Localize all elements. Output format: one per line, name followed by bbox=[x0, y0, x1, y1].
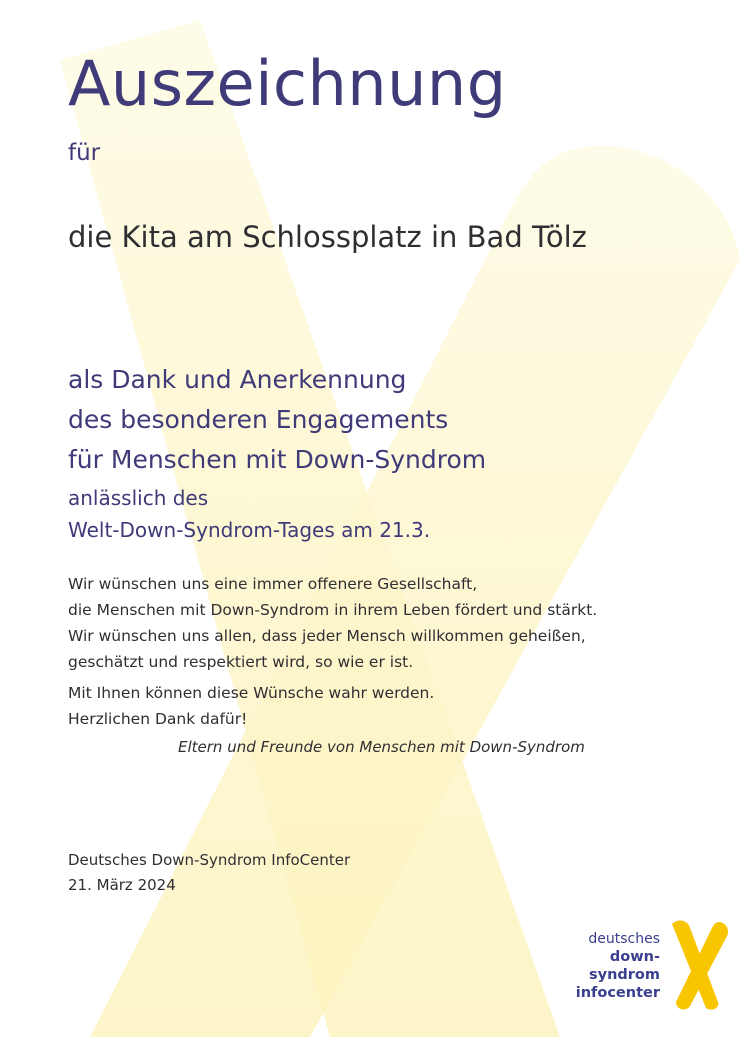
wishes-paragraph bbox=[68, 571, 597, 675]
thanks-line: für Menschen mit Down-Syndrom bbox=[68, 445, 487, 474]
closing-paragraph bbox=[68, 680, 434, 732]
closing-line: Mit Ihnen können diese Wünsche wahr werden. bbox=[68, 684, 435, 702]
thanks-line: des besonderen Engagements bbox=[68, 405, 449, 434]
infocenter-logo bbox=[540, 918, 730, 1010]
wishes-line: Wir wünschen uns allen, dass jeder Mensch willkommen geheißen, bbox=[68, 627, 586, 645]
logo-line-infocenter: infocenter bbox=[575, 985, 660, 1001]
occasion-text bbox=[68, 482, 430, 546]
logo-line-deutsches: deutsches bbox=[588, 931, 660, 947]
thanks-line: als Dank und Anerkennung bbox=[68, 365, 407, 394]
wishes-line: geschätzt und respektiert wird, so wie er ist. bbox=[68, 653, 414, 671]
for-label: für bbox=[68, 140, 101, 166]
logo-x-icon bbox=[668, 918, 730, 1010]
closing-line: Herzlichen Dank dafür! bbox=[68, 710, 248, 728]
occasion-line: Welt-Down-Syndrom-Tages am 21.3. bbox=[68, 518, 431, 542]
logo-wordmark bbox=[540, 930, 660, 1002]
wishes-line: Wir wünschen uns eine immer offenere Gesellschaft, bbox=[68, 575, 478, 593]
recipient-name: die Kita am Schlossplatz in Bad Tölz bbox=[68, 220, 587, 254]
certificate-title: Auszeichnung bbox=[68, 47, 507, 120]
occasion-line: anlässlich des bbox=[68, 486, 209, 510]
issuer-name: Deutsches Down-Syndrom InfoCenter bbox=[68, 851, 351, 869]
issuer-block bbox=[68, 848, 350, 898]
logo-line-down-syndrom: down-syndrom bbox=[588, 949, 660, 983]
thanks-text bbox=[68, 360, 486, 480]
issue-date: 21. März 2024 bbox=[68, 876, 176, 894]
wishes-line: die Menschen mit Down-Syndrom in ihrem Leben fördert und stärkt. bbox=[68, 601, 598, 619]
signature: Eltern und Freunde von Menschen mit Down-Syndrom bbox=[178, 738, 585, 756]
